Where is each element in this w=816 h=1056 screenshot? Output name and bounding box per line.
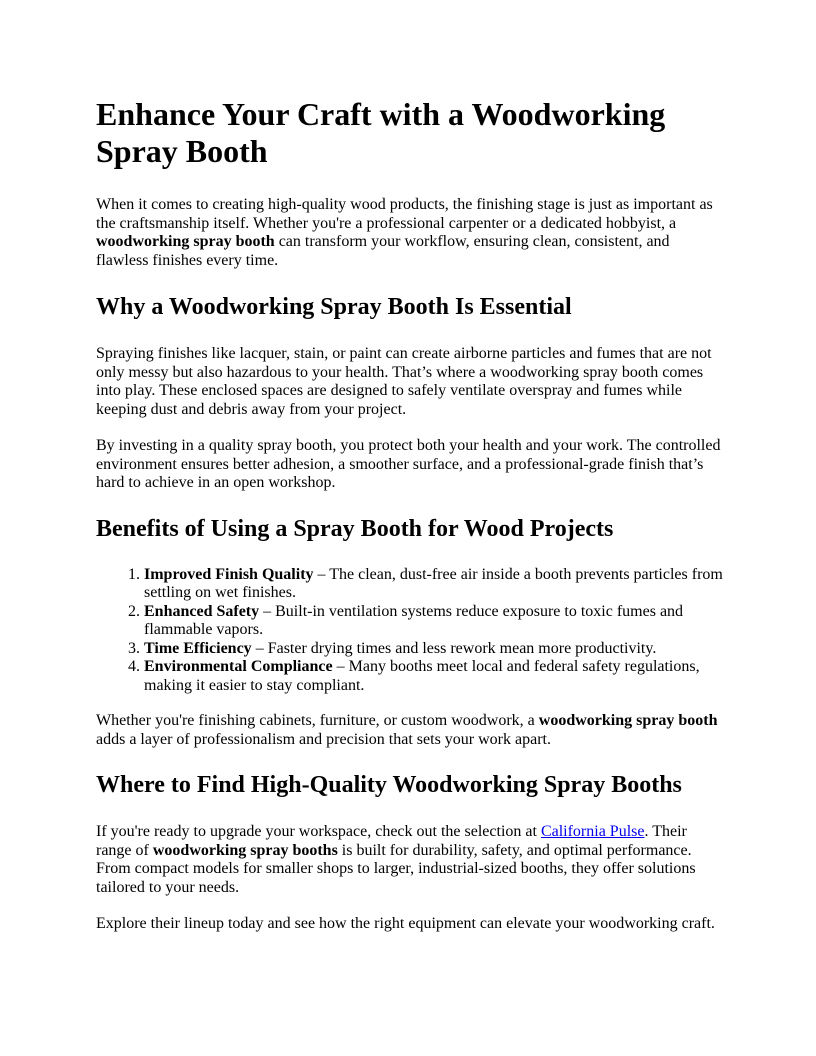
- list-item-title: Improved Finish Quality: [144, 565, 314, 583]
- summary-text-end: adds a layer of professionalism and precision that sets your work apart.: [96, 730, 551, 748]
- where-text-end: is built for durability, safety, and optimal performance. From compact models for smaller shops to larger, industrial-sized booths, they offer solutions tailored to your needs.: [96, 841, 696, 896]
- list-item-text: – Many booths meet local and federal safety regulations, making it easier to stay compliant.: [144, 658, 700, 694]
- california-pulse-link[interactable]: California Pulse: [540, 823, 645, 840]
- intro-text-start: When it comes to creating high-quality wood products, the finishing stage is just as important as the craftsmanship itself. Whether you're a professional carpenter or a dedicated hobbyist, a: [96, 196, 713, 232]
- intro-keyword: woodworking spray booth: [96, 233, 275, 250]
- section-heading-why: Why a Woodworking Spray Booth Is Essential: [96, 294, 572, 320]
- where-keyword: woodworking spray booths: [152, 841, 338, 859]
- summary-keyword: woodworking spray booth: [538, 712, 718, 729]
- list-item: [144, 658, 724, 695]
- list-item-title: Enhanced Safety: [144, 602, 260, 620]
- summary-text-start: Whether you're finishing cabinets, furniture, or custom woodwork, a: [96, 712, 539, 729]
- list-item-text: – The clean, dust-free air inside a booth prevents particles from settling on wet finishes.: [144, 565, 723, 601]
- benefits-list: [96, 566, 724, 696]
- list-item-title: Time Efficiency: [144, 639, 252, 657]
- section-heading-benefits: Benefits of Using a Spray Booth for Wood Projects: [96, 515, 614, 542]
- benefits-summary-paragraph: [96, 712, 724, 749]
- list-item: [144, 603, 724, 640]
- list-item-text: – Built-in ventilation systems reduce exposure to toxic fumes and flammable vapors.: [144, 602, 684, 638]
- intro-paragraph: [96, 196, 724, 270]
- list-item: [144, 566, 724, 603]
- where-paragraph-2: Explore their lineup today and see how the right equipment can elevate your woodworking craft.: [96, 915, 715, 932]
- list-item: [144, 640, 724, 659]
- why-paragraph-1: Spraying finishes like lacquer, stain, or paint can create airborne particles and fumes that are not only messy but also hazardous to your health. That’s where a woodworking spray booth comes into play. These enclosed spaces are designed to safely ventilate overspray and fumes while keeping dust and debris away from your project.: [96, 345, 712, 418]
- where-paragraph-1: [96, 823, 724, 897]
- where-text-start: If you're ready to upgrade your workspace, check out the selection at: [96, 823, 541, 840]
- where-text-mid: . Their range of: [96, 823, 687, 859]
- article: [96, 96, 724, 934]
- list-item-title: Environmental Compliance: [144, 658, 333, 675]
- list-item-text: – Faster drying times and less rework mean more productivity.: [251, 639, 657, 657]
- why-paragraph-2: By investing in a quality spray booth, you protect both your health and your work. The controlled environment ensures better adhesion, a smoother surface, and a professional-grade finish that’s hard to achieve in an open workshop.: [96, 437, 721, 491]
- section-heading-where: Where to Find High-Quality Woodworking Spray Booths: [96, 772, 682, 798]
- page-title: Enhance Your Craft with a Woodworking Spray Booth: [96, 96, 666, 169]
- intro-text-end: can transform your workflow, ensuring clean, consistent, and flawless finishes every time.: [96, 233, 670, 269]
